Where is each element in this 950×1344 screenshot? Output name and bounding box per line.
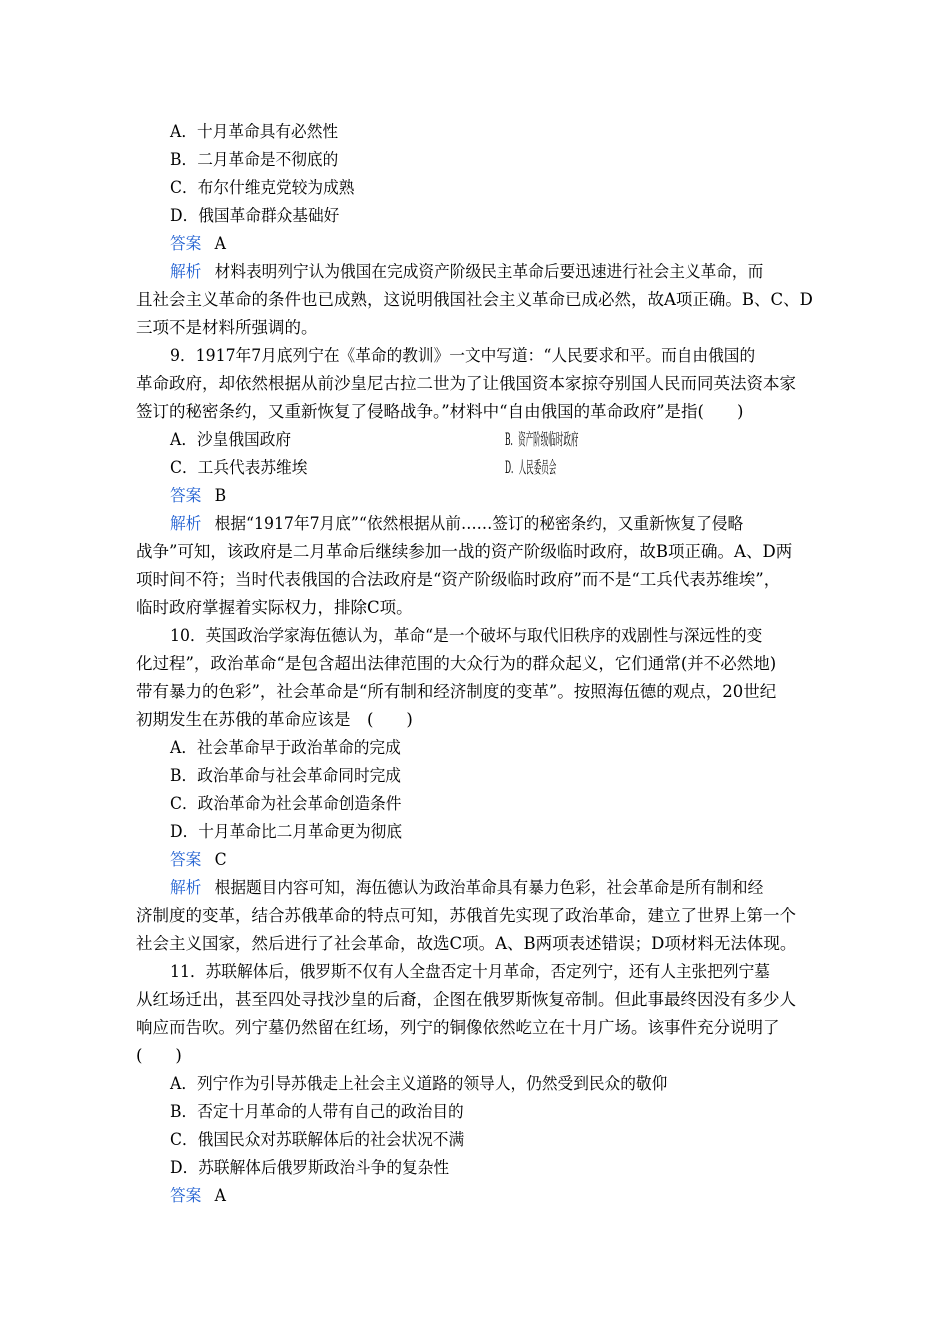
text-line: 济制度的变革，结合苏俄革命的特点可知，苏俄首先实现了政治革命，建立了世界上第一个 <box>136 906 796 925</box>
option-c: C．工兵代表苏维埃 <box>170 458 308 477</box>
option-c: C．政治革命为社会革命创造条件 <box>170 794 402 813</box>
option-b: B．资产阶级临时政府 <box>505 430 579 449</box>
answer-label: 答案 <box>170 850 202 869</box>
analysis-label: 解析 <box>170 514 202 533</box>
answer-line <box>170 486 816 506</box>
text-line: 临时政府掌握着实际权力，排除C项。 <box>136 598 413 617</box>
answer-value: A <box>214 1186 226 1205</box>
text-line: 且社会主义革命的条件也已成熟，这说明俄国社会主义革命已成必然，故A项正确。B、C、D <box>136 290 813 309</box>
option-a: A．列宁作为引导苏俄走上社会主义道路的领导人，仍然受到民众的敬仰 <box>170 1074 668 1093</box>
option-b: B．二月革命是不彻底的 <box>170 150 339 169</box>
answer-line <box>170 1186 816 1206</box>
answer-value: B <box>214 486 227 505</box>
analysis-line <box>170 514 816 534</box>
answer-label: 答案 <box>170 1186 202 1205</box>
option-b: B．否定十月革命的人带有自己的政治目的 <box>170 1102 464 1121</box>
option-a: A．社会革命早于政治革命的完成 <box>170 738 401 757</box>
answer-value: A <box>214 234 226 253</box>
answer-line <box>170 850 816 870</box>
text-line: 革命政府，却依然根据从前沙皇尼古拉二世为了让俄国资本家掠夺别国人民而同英法资本家 <box>136 374 796 393</box>
option-d: D．俄国革命群众基础好 <box>170 206 340 225</box>
text-line: 社会主义国家，然后进行了社会革命，故选C项。A、B两项表述错误；D项材料无法体现。 <box>136 934 797 953</box>
answer-value: C <box>214 850 227 869</box>
analysis-label: 解析 <box>170 878 202 897</box>
option-c: C．俄国民众对苏联解体后的社会状况不满 <box>170 1130 465 1149</box>
text-line: 带有暴力的色彩”，社会革命是“所有制和经济制度的变革”。按照海伍德的观点，20世纪 <box>136 682 777 701</box>
option-d: D．苏联解体后俄罗斯政治斗争的复杂性 <box>170 1158 450 1177</box>
analysis-text: 根据“1917年7月底”“依然根据从前……签订的秘密条约，又重新恢复了侵略 <box>214 514 744 533</box>
option-d: D．人民委员会 <box>505 458 557 477</box>
answer-label: 答案 <box>170 486 202 505</box>
option-c: C．布尔什维克党较为成熟 <box>170 178 355 197</box>
analysis-line <box>170 878 816 898</box>
text-line: 从红场迁出，甚至四处寻找沙皇的后裔，企图在俄罗斯恢复帝制。但此事最终因没有多少人 <box>136 990 796 1009</box>
option-d: D．十月革命比二月革命更为彻底 <box>170 822 403 841</box>
option-a: A．十月革命具有必然性 <box>170 122 339 141</box>
answer-label: 答案 <box>170 234 202 253</box>
text-line: ( ) <box>136 1046 182 1065</box>
analysis-line <box>170 262 816 282</box>
text-line: 三项不是材料所强调的。 <box>136 318 318 337</box>
question-10-stem: 10．英国政治学家海伍德认为，革命“是一个破坏与取代旧秩序的戏剧性与深远性的变 <box>170 626 763 645</box>
analysis-text: 根据题目内容可知，海伍德认为政治革命具有暴力色彩，社会革命是所有制和经 <box>214 878 764 897</box>
answer-line <box>170 234 816 254</box>
option-a: A．沙皇俄国政府 <box>170 430 292 449</box>
option-b: B．政治革命与社会革命同时完成 <box>170 766 401 785</box>
question-11-stem: 11．苏联解体后，俄罗斯不仅有人全盘否定十月革命，否定列宁，还有人主张把列宁墓 <box>170 962 770 981</box>
analysis-text: 材料表明列宁认为俄国在完成资产阶级民主革命后要迅速进行社会主义革命，而 <box>214 262 764 281</box>
text-line: 项时间不符；当时代表俄国的合法政府是“资产阶级临时政府”而不是“工兵代表苏维埃”， <box>136 570 781 589</box>
text-line: 化过程”，政治革命“是包含超出法律范围的大众行为的群众起义，它们通常(并不必然地) <box>136 654 777 673</box>
text-line: 初期发生在苏俄的革命应该是 ( ) <box>136 710 413 729</box>
text-line: 签订的秘密条约，又重新恢复了侵略战争。”材料中“自由俄国的革命政府”是指( ) <box>136 402 744 421</box>
question-9-stem: 9．1917年7月底列宁在《革命的教训》一文中写道：“人民要求和平。而自由俄国的 <box>170 346 756 365</box>
text-line: 战争”可知，该政府是二月革命后继续参加一战的资产阶级临时政府，故B项正确。A、D两 <box>136 542 793 561</box>
analysis-label: 解析 <box>170 262 202 281</box>
text-line: 响应而告吹。列宁墓仍然留在红场，列宁的铜像依然屹立在十月广场。该事件充分说明了 <box>136 1018 780 1037</box>
